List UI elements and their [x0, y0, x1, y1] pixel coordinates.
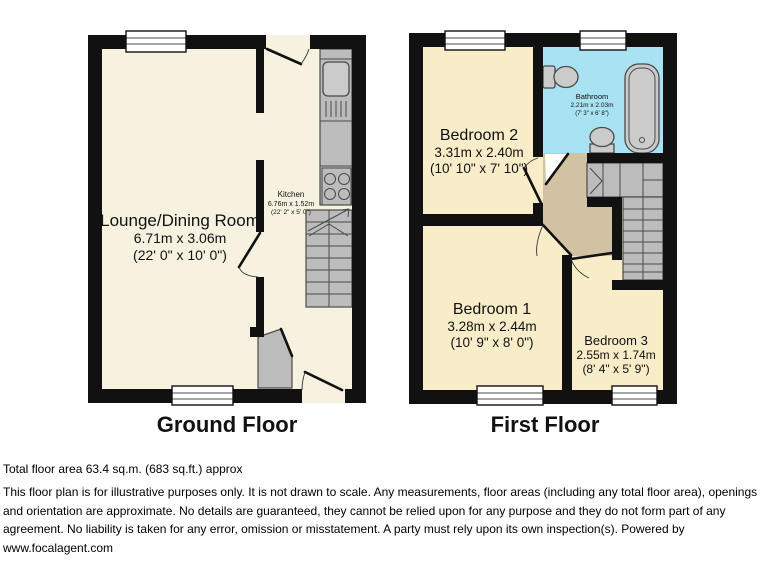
first-floor-title: First Floor — [490, 412, 600, 437]
window-lounge-top — [126, 31, 186, 52]
kitchen-imperial: (22' 2" x 5' 0") — [271, 209, 311, 216]
wall-right — [663, 33, 677, 404]
wall-lounge-hall — [256, 277, 264, 327]
bed1-imperial: (10' 9" x 8' 0") — [450, 335, 534, 350]
kitchen-sink — [323, 62, 349, 96]
window-lounge-bottom — [172, 386, 233, 405]
bed3-imperial: (8' 4" x 5' 9") — [582, 362, 650, 376]
first-floor-plan — [409, 31, 677, 437]
bed2-metric: 3.31m x 2.40m — [434, 145, 524, 160]
kitchen-metric: 6.76m x 1.52m — [267, 201, 315, 208]
window-bathroom — [580, 31, 626, 50]
lounge-metric: 6.71m x 3.06m — [133, 230, 227, 246]
toilet-bowl — [554, 67, 578, 88]
ground-floor-plan — [88, 31, 366, 437]
wall-left — [409, 33, 423, 404]
bed1-metric: 3.28m x 2.44m — [447, 319, 537, 334]
disclaimer-text: This floor plan is for illustrative purposes only. It is not drawn to scale. Any measurements, floor areas (including any total floor area), openings and orientation are approximate. No details are guaranteed, they cannot be relied upon for any purpose and they do not form part of any agreement. No liability is taken for any error, omission or misstatement. A party must rely upon its own inspection(s). Powered by www.focalagent.com — [3, 485, 758, 555]
wall-bathroom-bottom — [587, 153, 663, 163]
wall-stairs-bed3 — [612, 280, 663, 290]
wall-hall-stub — [250, 327, 264, 337]
wall-stairwell-side — [612, 197, 622, 260]
lounge-name: Lounge/Dining Room — [100, 211, 260, 230]
kitchen-counter — [320, 49, 352, 205]
window-bed3 — [612, 386, 657, 405]
bed1-name: Bedroom 1 — [452, 301, 532, 318]
total-floor-area: Total floor area 63.4 sq.m. (683 sq.ft.) approx — [3, 462, 243, 476]
wall-bed2-bathroom — [533, 47, 543, 157]
bathroom-name: Bathroom — [575, 92, 609, 101]
bed2-imperial: (10' 10" x 7' 10") — [429, 161, 529, 176]
wall-stairwell-top — [587, 197, 612, 207]
wall-bed1-bed3 — [562, 255, 572, 390]
wall-lounge-kitchen-upper — [256, 49, 264, 113]
window-bed1 — [477, 386, 543, 405]
wall-right — [352, 35, 366, 403]
lounge-imperial: (22' 0" x 10' 0") — [133, 247, 227, 263]
front-door-opening — [302, 389, 345, 403]
bed3-name: Bedroom 3 — [584, 333, 648, 348]
bathroom-metric: 2.21m x 2.03m — [570, 102, 614, 109]
bed2-name: Bedroom 2 — [439, 127, 519, 144]
window-bed2 — [445, 31, 505, 50]
bathroom-imperial: (7' 3" x 6' 8") — [575, 111, 609, 117]
bathtub — [625, 64, 659, 153]
toilet-cistern — [543, 66, 555, 88]
bed3-metric: 2.55m x 1.74m — [576, 348, 656, 362]
stairs-ground — [306, 209, 352, 307]
kitchen-name: Kitchen — [277, 190, 305, 199]
sink-basin — [590, 128, 614, 147]
ground-floor-title: Ground Floor — [156, 412, 298, 437]
wall-bed2-bed1 — [423, 214, 543, 226]
back-door-opening — [266, 35, 310, 49]
